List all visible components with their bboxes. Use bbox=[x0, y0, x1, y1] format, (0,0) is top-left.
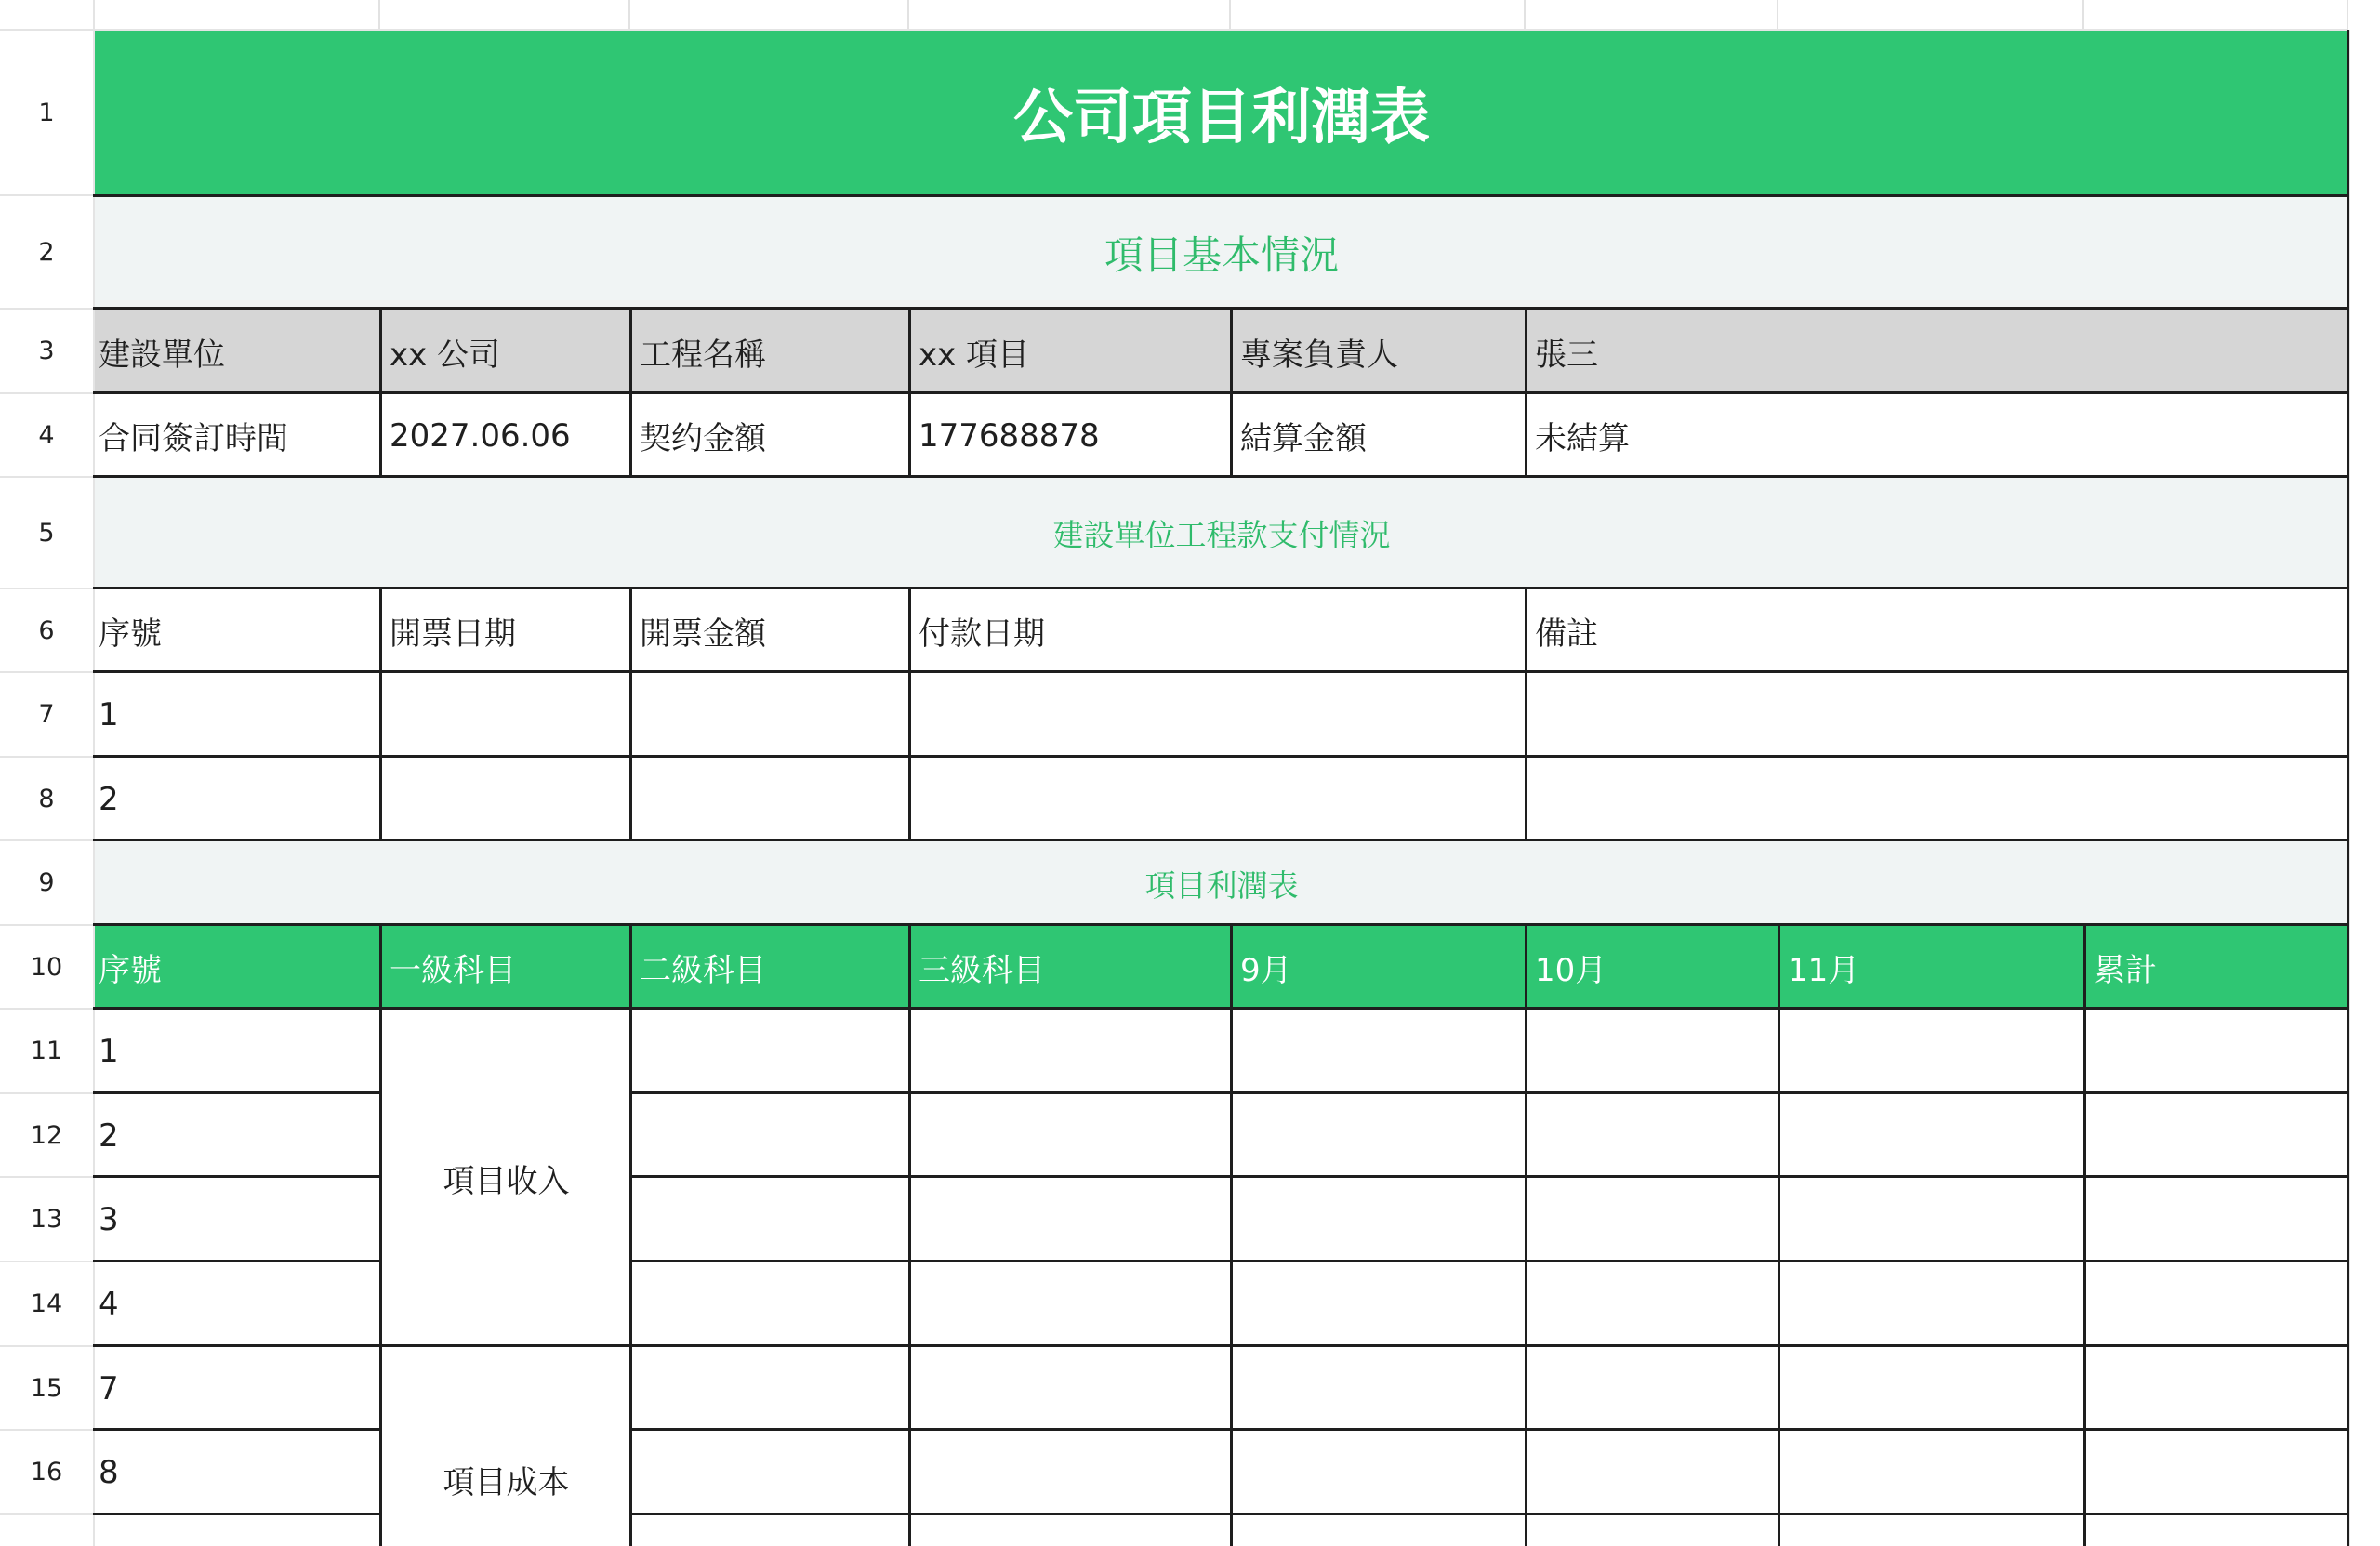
payment-header-pay-date[interactable]: 付款日期 bbox=[919, 615, 1045, 653]
cell-manager-value[interactable]: 張三 bbox=[1535, 336, 1598, 374]
cell-contract-date-label[interactable]: 合同簽訂時間 bbox=[99, 420, 288, 457]
column-header[interactable] bbox=[2084, 0, 2348, 30]
row-header[interactable]: 15 bbox=[0, 1346, 93, 1430]
row-header[interactable]: 16 bbox=[0, 1430, 93, 1514]
cell-settlement-label[interactable]: 結算金額 bbox=[1240, 420, 1367, 457]
row-header[interactable]: 13 bbox=[0, 1177, 93, 1262]
profit-header-total[interactable]: 累計 bbox=[2094, 952, 2157, 989]
profit-row-seq[interactable]: 4 bbox=[99, 1286, 119, 1323]
column-header[interactable] bbox=[2348, 0, 2380, 30]
row-header[interactable]: 10 bbox=[0, 925, 93, 1009]
column-header[interactable] bbox=[1778, 0, 2084, 30]
profit-row-seq[interactable]: 8 bbox=[99, 1454, 119, 1491]
cell-contract-date-value[interactable]: 2027.06.06 bbox=[390, 416, 571, 455]
column-header[interactable] bbox=[630, 0, 909, 30]
row-header[interactable]: 5 bbox=[0, 477, 93, 588]
payment-row-seq[interactable]: 2 bbox=[99, 780, 119, 818]
payment-header-seq[interactable]: 序號 bbox=[99, 615, 162, 653]
profit-header-level3[interactable]: 三級科目 bbox=[919, 952, 1045, 989]
group-cost-cell[interactable]: 項目成本 bbox=[443, 1464, 570, 1501]
column-header[interactable] bbox=[380, 0, 630, 30]
cell-client-label[interactable]: 建設單位 bbox=[99, 336, 225, 374]
row-header[interactable]: 12 bbox=[0, 1093, 93, 1177]
payment-header-invoice-date[interactable]: 開票日期 bbox=[390, 615, 516, 653]
cell-manager-label[interactable]: 專案負責人 bbox=[1240, 336, 1398, 374]
row-header[interactable]: 4 bbox=[0, 393, 93, 477]
row-header[interactable]: 6 bbox=[0, 588, 93, 672]
column-header[interactable] bbox=[1526, 0, 1778, 30]
profit-header-level1[interactable]: 一級科目 bbox=[390, 952, 516, 989]
cell-contract-amount-value[interactable]: 177688878 bbox=[919, 416, 1100, 455]
row-header[interactable]: 7 bbox=[0, 672, 93, 757]
profit-header-nov[interactable]: 11月 bbox=[1788, 952, 1860, 989]
cell-contract-amount-label[interactable]: 契约金額 bbox=[640, 420, 766, 457]
profit-header-seq[interactable]: 序號 bbox=[99, 952, 162, 989]
section-title-payment[interactable]: 建設單位工程款支付情況 bbox=[95, 478, 2348, 588]
profit-header-level2[interactable]: 二級科目 bbox=[640, 952, 766, 989]
column-header[interactable] bbox=[1231, 0, 1526, 30]
section-title-basic[interactable]: 項目基本情況 bbox=[95, 197, 2348, 309]
section-title-profit[interactable]: 項目利潤表 bbox=[95, 841, 2348, 925]
row-header[interactable]: 11 bbox=[0, 1009, 93, 1093]
profit-header-oct[interactable]: 10月 bbox=[1535, 952, 1607, 989]
payment-row-seq[interactable]: 1 bbox=[99, 696, 119, 733]
row-header[interactable]: 14 bbox=[0, 1262, 93, 1346]
cell-project-value[interactable]: xx 項目 bbox=[919, 336, 1030, 374]
cell-client-value[interactable]: xx 公司 bbox=[390, 336, 501, 374]
profit-row-seq[interactable]: 2 bbox=[99, 1117, 119, 1155]
row-header[interactable]: 9 bbox=[0, 840, 93, 925]
profit-header-sep[interactable]: 9月 bbox=[1240, 952, 1292, 989]
profit-row-seq[interactable]: 3 bbox=[99, 1201, 119, 1238]
profit-row-seq[interactable]: 7 bbox=[99, 1369, 119, 1407]
profit-row-seq[interactable]: 1 bbox=[99, 1033, 119, 1070]
column-header[interactable] bbox=[909, 0, 1231, 30]
sheet-title[interactable]: 公司項目利潤表 bbox=[95, 30, 2348, 195]
row-header[interactable]: 1 bbox=[0, 30, 93, 195]
row-header[interactable]: 8 bbox=[0, 757, 93, 840]
payment-header-notes[interactable]: 備註 bbox=[1535, 615, 1598, 653]
row-header[interactable]: 2 bbox=[0, 195, 93, 309]
cell-project-label[interactable]: 工程名稱 bbox=[640, 336, 766, 374]
column-header[interactable] bbox=[93, 0, 380, 30]
payment-header-invoice-amount[interactable]: 開票金額 bbox=[640, 615, 766, 653]
cell-settlement-value[interactable]: 未結算 bbox=[1535, 420, 1630, 457]
row-header[interactable]: 3 bbox=[0, 309, 93, 393]
group-income-cell[interactable]: 項目收入 bbox=[443, 1162, 570, 1200]
